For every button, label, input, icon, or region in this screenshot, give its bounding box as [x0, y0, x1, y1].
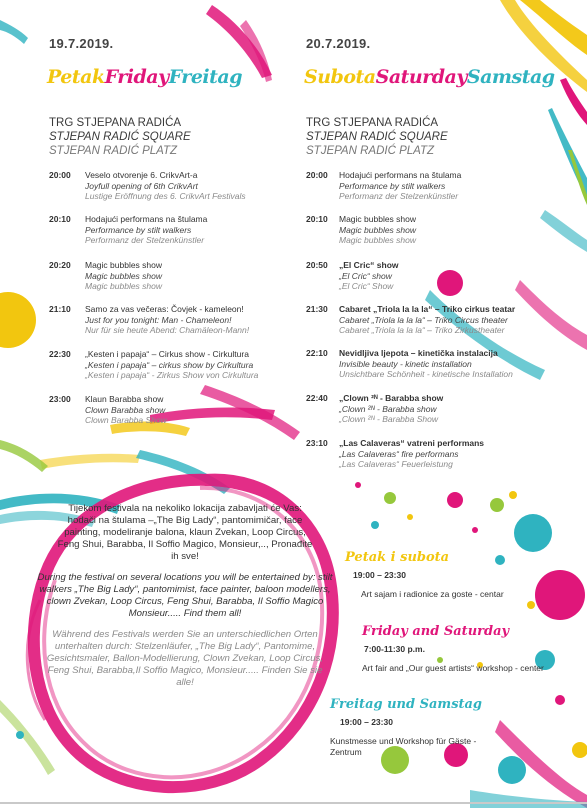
left-venue-en: STJEPAN RADIĆ SQUARE: [49, 131, 191, 143]
right-date: 20.7.2019.: [306, 36, 371, 51]
event-de: Lustige Eröffnung des 6. CrikvArt Festivals: [85, 191, 246, 201]
right-day-en: Saturday: [375, 66, 467, 88]
event-de: „Kesten i papaja“ - Zirkus Show von Cirkultura: [85, 370, 259, 380]
schedule-heading: Friday and Saturday: [362, 624, 510, 639]
event-de: „El Cric“ Show: [339, 281, 394, 291]
event-en: Performance by stilt walkers: [85, 224, 192, 235]
event-time: 20:00: [49, 170, 71, 180]
event-hr: Hodajući performans na štulama: [85, 214, 208, 224]
festival-info-de: Während des Festivals werden Sie an unterschiedlichen Orten unterhalten durch: Stelzenläufer, „The Big Lady“, Pantomime, Gesichtsmaler, Ballon-Modellierung, Clown Zvekan, Loop Circus, Feng Shui, Barabba,Il Soffio Magico, Monsieur..... Finden Sie sie alle!: [46, 629, 324, 688]
event-hr: Magic bubbles show: [85, 260, 163, 270]
event-time: 20:10: [306, 214, 328, 224]
event-en: „Las Calaveras“ fire performans: [339, 448, 459, 459]
event-en: „Clown ²ᴺ - Barabba show: [339, 403, 437, 414]
event-en: Magic bubbles show: [339, 224, 417, 235]
event-time: 20:50: [306, 260, 328, 270]
schedule-desc: Art sajam i radionice za goste - centar: [361, 589, 504, 599]
event-hr: Cabaret „Triola la la la“ – Triko cirkus teatar: [339, 304, 516, 314]
festival-info-en: During the festival on several locations you will be entertained by: stilt walkers „The Big Lady“, pantomimist, face painter, baloon modellers, clown Zvekan, Loop Circus, Feng Shui, Barabba, Il Soffio Magico Monsieur..... Find them all!: [37, 572, 333, 619]
schedule-heading: Freitag und Samstag: [330, 697, 483, 712]
event-de: Cabaret „Triola la la la“ – Triko Zirkustheater: [339, 325, 505, 335]
left-venue-de: STJEPAN RADIĆ PLATZ: [49, 145, 178, 157]
schedule-block-de: [330, 697, 510, 758]
event-en: Clown Barabba show: [85, 404, 166, 415]
event-time: 20:10: [49, 214, 71, 224]
event-time: 23:10: [306, 438, 328, 448]
event-en: Cabaret „Triola la la la“ – Triko Circus theater: [339, 314, 508, 325]
event-de: Clown Barabba Show: [85, 415, 167, 425]
schedule-time: 19:00 – 23:30: [353, 570, 406, 580]
event-de: „Clown ²ᴺ - Barabba Show: [339, 414, 438, 424]
event-time: 22:30: [49, 349, 71, 359]
schedule-time: 7:00-11:30 p.m.: [364, 644, 425, 654]
event-de: Performanz der Stelzenkünstler: [85, 235, 205, 245]
left-day-hr: Petak: [47, 66, 105, 88]
left-day-title: [47, 66, 242, 88]
left-venue: [49, 116, 191, 158]
left-day-en: Friday: [104, 66, 169, 88]
event-en: Joyfull opening of 6th CrikvArt: [85, 180, 198, 191]
event-hr: Nevidljiva ljepota – kinetička instalacija: [339, 348, 498, 358]
event-en: Invisible beauty - kinetic installation: [339, 358, 472, 369]
event-hr: Samo za vas večeras: Čovjek - kameleon!: [85, 304, 244, 314]
schedule-desc: Kunstmesse und Workshop für Gäste - Zentrum: [330, 736, 477, 757]
right-venue-de: STJEPAN RADIĆ PLATZ: [306, 145, 435, 157]
event-time: 22:10: [306, 348, 328, 358]
left-day-de: Freitag: [168, 66, 243, 88]
left-date: 19.7.2019.: [49, 36, 114, 51]
event-time: 20:20: [49, 260, 71, 270]
event-en: „El Cric“ show: [339, 270, 392, 281]
event-en: Performance by stilt walkers: [339, 180, 446, 191]
left-venue-hr: TRG STJEPANA RADIĆA: [49, 117, 182, 129]
right-day-de: Samstag: [466, 66, 555, 88]
schedule-heading: Petak i subota: [345, 550, 450, 565]
right-day-hr: Subota: [304, 66, 376, 88]
right-venue-en: STJEPAN RADIĆ SQUARE: [306, 131, 448, 143]
right-venue: [306, 116, 448, 158]
event-de: Magic bubbles show: [339, 235, 417, 245]
right-day-title: [304, 66, 555, 88]
schedule-block-en: [362, 624, 557, 674]
schedule-time: 19:00 – 23:30: [340, 717, 393, 727]
event-time: 21:10: [49, 304, 71, 314]
event-de: Unsichtbare Schönheit - kinetische Installation: [339, 369, 513, 379]
event-en: „Kesten i papaja“ – cirkus show by Cirkultura: [85, 359, 254, 370]
event-time: 21:30: [306, 304, 328, 314]
event-de: Performanz der Stelzenkünstler: [339, 191, 459, 201]
event-hr: „Clown ²ᴺ - Barabba show: [339, 393, 444, 403]
festival-info-circle: [34, 503, 336, 689]
event-en: Just for you tonight: Man - Chameleon!: [85, 314, 232, 325]
festival-info-hr: Tijekom festivala na nekoliko lokacija zabavljati će Vas: hodači na štulama –„The Big Lady“, pantomimičar, face painting, modeliranje balona, klaun Zvekan, Loop Circus, Feng Shui, Barabba, Il Soffio Magico, Monsieur,.., Pronađite ih sve!: [57, 503, 313, 562]
schedule-desc: Art fair and „Our guest artists“ workshop - center: [362, 663, 544, 673]
event-de: „Las Calaveras“ Feuerleistung: [339, 459, 453, 469]
event-hr: Magic bubbles show: [339, 214, 417, 224]
event-hr: „Kesten i papaja“ – Cirkus show - Cirkultura: [85, 349, 249, 359]
event-hr: Klaun Barabba show: [85, 394, 164, 404]
schedule-block-hr: [345, 550, 521, 600]
right-venue-hr: TRG STJEPANA RADIĆA: [306, 117, 439, 129]
event-hr: „Las Calaveras“ vatreni performans: [339, 438, 485, 448]
event-hr: Veselo otvorenje 6. CrikvArt-a: [85, 170, 198, 180]
event-hr: Hodajući performans na štulama: [339, 170, 462, 180]
event-de: Magic bubbles show: [85, 281, 163, 291]
event-en: Magic bubbles show: [85, 270, 163, 281]
event-de: Nur für sie heute Abend: Chamäleon-Mann!: [85, 325, 250, 335]
event-time: 23:00: [49, 394, 71, 404]
event-time: 22:40: [306, 393, 328, 403]
event-hr: „El Cric“ show: [339, 260, 399, 270]
event-time: 20:00: [306, 170, 328, 180]
